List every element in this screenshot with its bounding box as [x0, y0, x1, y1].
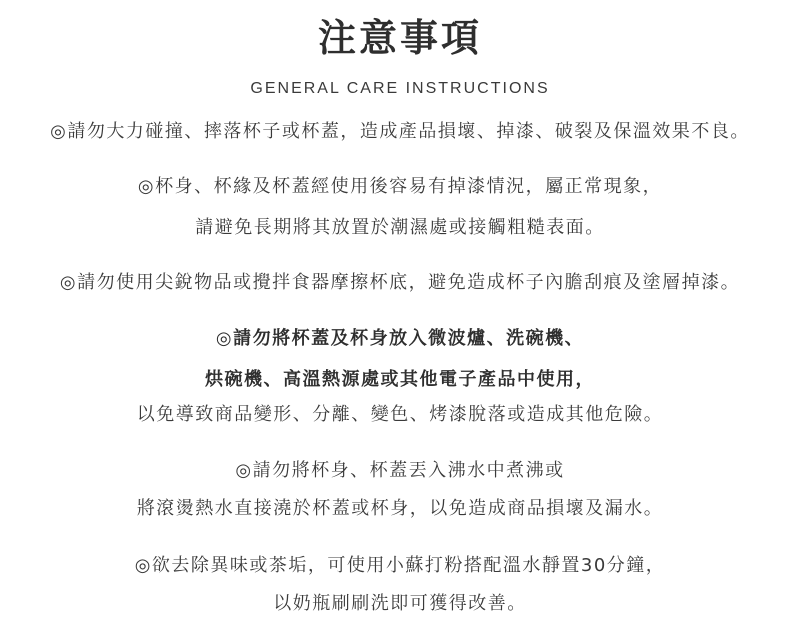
instruction-line-11: 以奶瓶刷刷洗即可獲得改善。 — [273, 593, 527, 614]
instruction-line-2: ◎杯身、杯緣及杯蓋經使用後容易有掉漆情況，屬正常現象， — [137, 176, 663, 197]
instruction-line-7: 以免導致商品變形、分離、變色、烤漆脫落或造成其他危險。 — [136, 404, 664, 425]
instruction-line-3: 請避免長期將其放置於潮濕處或接觸粗糙表面。 — [195, 217, 605, 238]
instruction-line-5: ◎請勿將杯蓋及杯身放入微波爐、洗碗機、 — [215, 328, 585, 349]
page-subtitle: GENERAL CARE INSTRUCTIONS — [250, 80, 550, 97]
instruction-line-9: 將滾燙熱水直接澆於杯蓋或杯身，以免造成商品損壞及漏水。 — [136, 498, 664, 519]
instruction-line-6: 烘碗機、高溫熱源處或其他電子產品中使用， — [205, 369, 595, 390]
instruction-line-8: ◎請勿將杯身、杯蓋丟入沸水中煮沸或 — [235, 460, 565, 481]
instruction-line-4: ◎請勿使用尖銳物品或攪拌食器摩擦杯底，避免造成杯子內膽刮痕及塗層掉漆。 — [59, 272, 741, 293]
instruction-line-10: ◎欲去除異味或茶垢，可使用小蘇打粉搭配溫水靜置30分鐘， — [134, 555, 666, 576]
instruction-line-1: ◎請勿大力碰撞、摔落杯子或杯蓋，造成產品損壞、掉漆、破裂及保溫效果不良。 — [50, 121, 750, 142]
page-title: 注意事項 — [317, 16, 482, 60]
